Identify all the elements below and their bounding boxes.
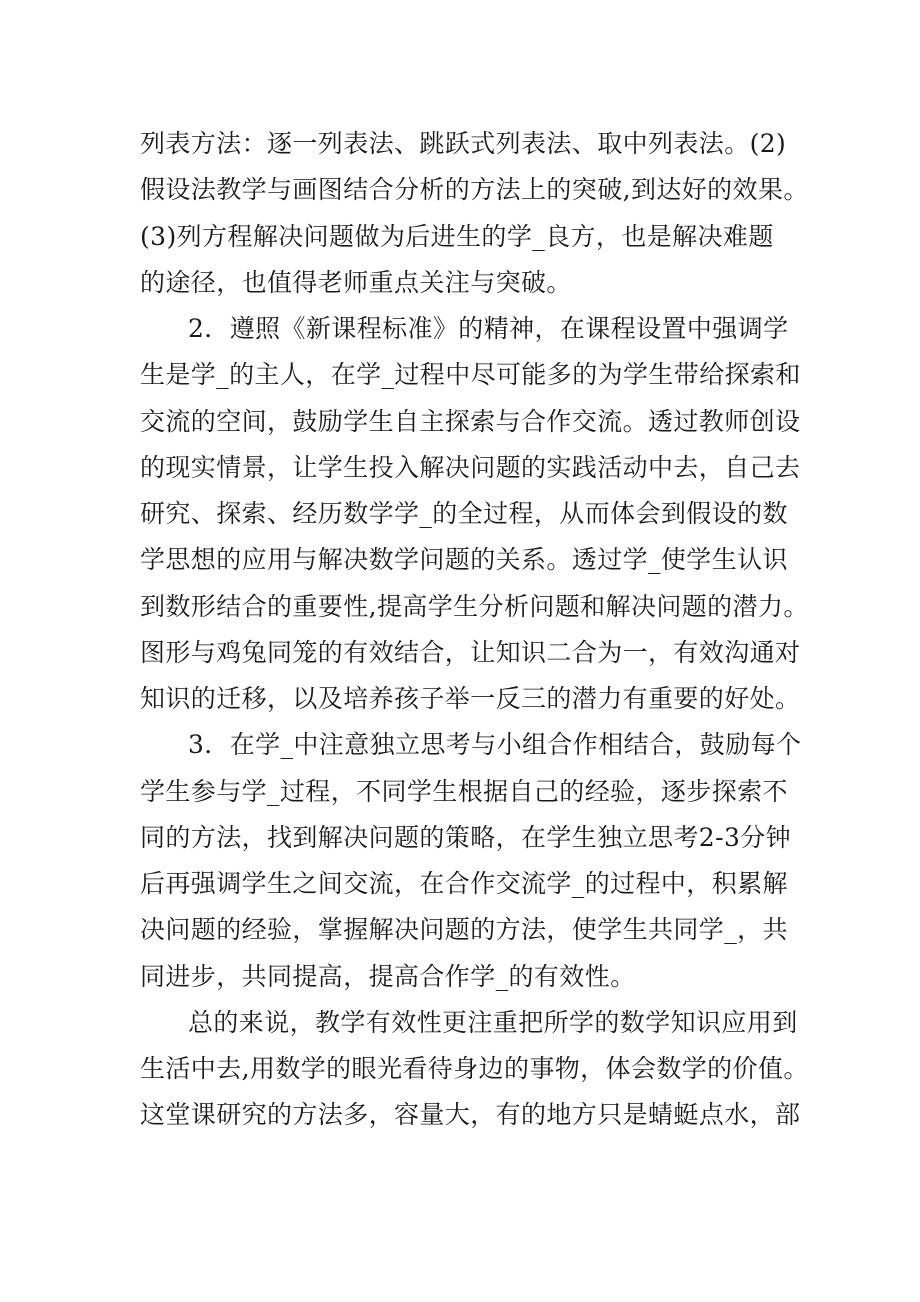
text-line: 交流的空间，鼓励学生自主探索与合作交流。透过教师创设 [140,406,801,436]
text-line: 图形与鸡兔同笼的有效结合，让知识二合为一，有效沟通对 [140,637,801,667]
text-line: 同的方法，找到解决问题的策略，在学生独立思考2-3分钟 [140,822,792,852]
text-line: 生是学_的主人，在学_过程中尽可能多的为学生带给探索和 [140,360,801,390]
text-line: 这堂课研究的方法多，容量大，有的地方只是蜻蜓点水，部 [140,1100,801,1130]
text-line: 后再强调学生之间交流，在合作交流学_的过程中，积累解 [140,869,788,898]
paragraph-start-line: 总的来说，教学有效性更注重把所学的数学知识应用到 [188,1007,798,1037]
paragraph-start-line: 3．在学_中注意独立思考与小组合作相结合，鼓励每个 [188,730,802,760]
text-line: 学生参与学_过程，不同学生根据自己的经验，逐步探索不 [140,776,788,806]
text-line: 知识的迁移，以及培养孩子举一反三的潜力有重要的好处。 [140,684,801,713]
text-line: 假设法教学与画图结合分析的方法上的突破,到达好的效果。 [140,175,809,205]
text-line: 学思想的应用与解决数学问题的关系。透过学_使学生认识 [140,545,788,575]
document-body [140,121,809,1139]
text-line: 的现实情景，让学生投入解决问题的实践活动中去，自己去 [140,452,801,482]
text-line: 同进步，共同提高，提高合作学_的有效性。 [140,961,636,991]
text-line: (3)列方程解决问题做为后进生的学_良方，也是解决难题 [140,221,774,251]
text-line: 列表方法：逐一列表法、跳跃式列表法、取中列表法。(2) [140,129,787,158]
text-line: 的途径，也值得老师重点关注与突破。 [140,267,572,297]
text-line: 生活中去,用数学的眼光看待身边的事物，体会数学的价值。 [140,1054,809,1083]
paragraph-start-line: 2．遵照《新课程标准》的精神，在课程设置中强调学 [188,314,789,343]
text-line: 到数形结合的重要性,提高学生分析问题和解决问题的潜力。 [140,591,809,621]
text-line: 研究、探索、经历数学学_的全过程，从而体会到假设的数 [140,499,788,528]
text-line: 决问题的经验，掌握解决问题的方法，使学生共同学_，共 [140,915,788,945]
